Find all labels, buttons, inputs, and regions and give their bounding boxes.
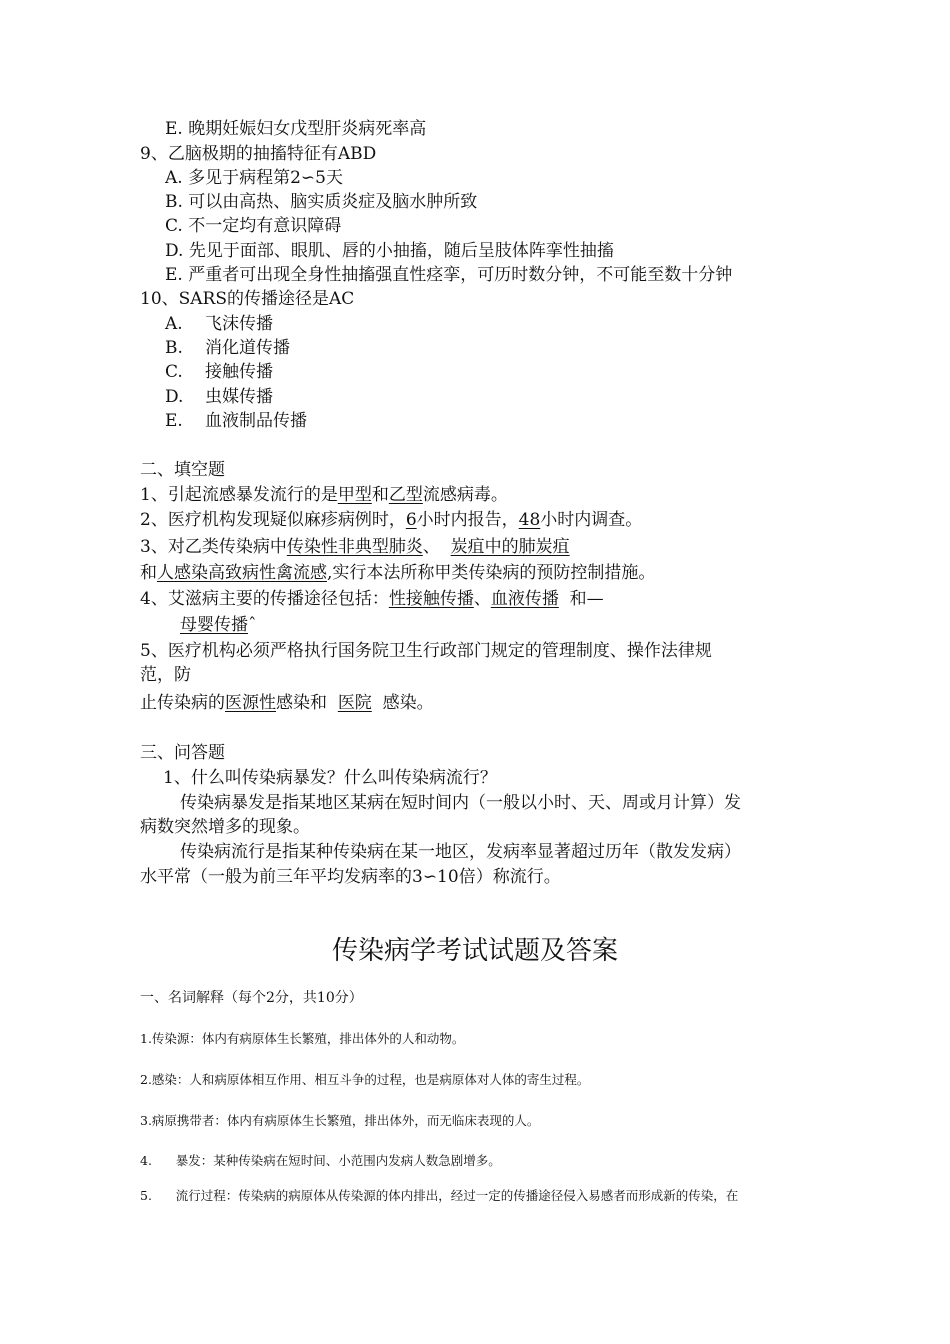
fill-q4-line1 [140, 588, 604, 610]
q10-stem: 10、SARS的传播途径是AC [140, 289, 355, 309]
option-letter: A. [165, 314, 183, 334]
q10-option-c [165, 361, 273, 383]
text: 3、对乙类传染病中 [140, 537, 287, 557]
text: 2、医疗机构发现疑似麻疹病例时， [140, 510, 406, 530]
definition-item-3: 3.病原携带者：体内有病原体生长繁殖，排出体外，而无临床表现的人。 [140, 1113, 540, 1128]
fill-q5-line1: 5、医疗机构必须严格执行国务院卫生行政部门规定的管理制度、操作法律规 [140, 641, 712, 661]
definition-item-4: 4. 暴发：某种传染病在短时间、小范围内发病人数急剧增多。 [140, 1153, 501, 1168]
q10-option-d [165, 386, 273, 408]
answer-blank: 医院 [337, 693, 372, 713]
text: 、 [473, 589, 491, 609]
option-text: 飞沫传播 [205, 314, 273, 334]
text: 、 [422, 537, 451, 557]
text: ,实行本法所称甲类传染病的预防控制措施。 [327, 563, 656, 583]
fill-q3-line2 [140, 562, 655, 584]
fill-q2 [140, 509, 642, 531]
qa-answer-p1-line1: 传染病暴发是指某地区某病在短时间内（一般以小时、天、周或月计算）发 [180, 793, 741, 813]
fill-q1 [140, 484, 508, 506]
fill-q4-line2 [180, 614, 257, 636]
q9-option-b: B. 可以由高热、脑实质炎症及脑水肿所致 [165, 192, 478, 212]
answer-blank: 48 [518, 510, 541, 530]
qa-heading: 三、问答题 [140, 743, 225, 763]
option-letter: D. [165, 387, 184, 407]
text: 感染和 [276, 693, 338, 713]
qa-question-1: 1、什么叫传染病暴发？什么叫传染病流行？ [163, 768, 497, 788]
fill-q5-line2: 范，防 [140, 665, 191, 685]
text: 小时内报告， [416, 510, 519, 530]
q9-option-a: A. 多见于病程第2∽5天 [165, 168, 343, 188]
text: 感染。 [371, 693, 434, 713]
text: 4、艾滋病主要的传播途径包括： [140, 589, 389, 609]
q10-option-a [165, 313, 273, 335]
definition-item-2: 2.感染：人和病原体相互作用、相互斗争的过程，也是病原体对人体的寄生过程。 [140, 1072, 590, 1087]
definition-item-1: 1.传染源：体内有病原体生长繁殖，排出体外的人和动物。 [140, 1031, 465, 1046]
option-text: 消化道传播 [205, 338, 290, 358]
fill-q3-line1 [140, 536, 570, 558]
answer-blank: 炭疽中的肺炭疽 [450, 537, 570, 557]
answer-blank: 甲型 [337, 485, 372, 505]
text: 1、引起流感暴发流行的是 [140, 485, 338, 505]
qa-answer-p2-line1: 传染病流行是指某种传染病在某一地区，发病率显著超过历年（散发发病） [180, 842, 741, 862]
fill-heading: 二、填空题 [140, 460, 225, 480]
qa-answer-p2-line2: 水平常（一般为前三年平均发病率的3∽10倍）称流行。 [140, 867, 561, 887]
option-text: 血液制品传播 [205, 411, 307, 431]
option-text: 虫媒传播 [205, 387, 273, 407]
qa-answer-p1-line2: 病数突然增多的现象。 [140, 817, 310, 837]
answer-blank: 血液传播 [490, 589, 559, 609]
text: 和— [558, 589, 604, 609]
answer-blank: 传染性非典型肺炎 [286, 537, 423, 557]
text: 小时内调查。 [540, 510, 643, 530]
answer-blank: 性接触传播 [388, 589, 474, 609]
q9-option-e: E. 严重者可出现全身性抽搐强直性痉挛，可历时数分钟，不可能至数十分钟 [165, 265, 733, 285]
q10-option-e [165, 410, 307, 432]
q10-option-b [165, 337, 290, 359]
definition-item-5: 5. 流行过程：传染病的病原体从传染源的体内排出，经过一定的传播途径侵入易感者而形成新的传染，在 [140, 1188, 739, 1203]
text: 和 [371, 485, 389, 505]
option-letter: C. [165, 362, 183, 382]
definitions-heading: 一、名词解释（每个2分，共10分） [140, 990, 363, 1006]
text: 流感病毒。 [422, 485, 508, 505]
text: 和 [140, 563, 157, 583]
answer-blank: 医源性 [225, 693, 276, 713]
option-text: 接触传播 [205, 362, 273, 382]
answer-blank: 6 [405, 510, 417, 530]
q9-option-d: D. 先见于面部、眼肌、唇的小抽搐，随后呈肢体阵挛性抽搐 [165, 241, 614, 261]
answer-blank: 人感染高致病性禽流感 [157, 563, 327, 583]
q9-stem: 9、乙脑极期的抽搐特征有ABD [140, 144, 377, 164]
answer-blank: 母婴传播 [180, 615, 248, 635]
q8-option-e: E. 晚期妊娠妇女戊型肝炎病死率高 [165, 119, 427, 139]
text: 止传染病的 [140, 693, 225, 713]
document-title: 传染病学考试试题及答案 [331, 936, 618, 966]
q9-option-c: C. 不一定均有意识障碍 [165, 216, 342, 236]
answer-blank: 乙型 [388, 485, 423, 505]
fill-q5-line3 [140, 692, 434, 714]
option-letter: E. [165, 411, 183, 431]
option-letter: B. [165, 338, 183, 358]
text: ˆ [248, 615, 257, 635]
